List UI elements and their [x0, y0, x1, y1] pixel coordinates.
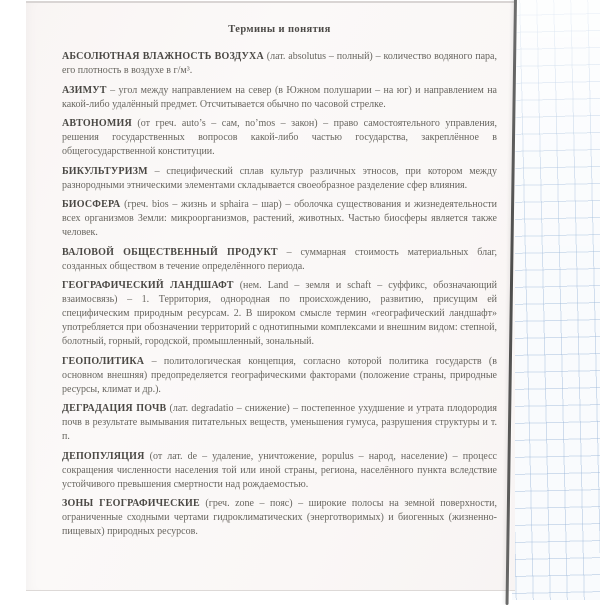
glossary-term: БИКУЛЬТУРИЗМ — [62, 165, 148, 177]
glossary-definition: (от греч. auto’s – сам, no’mos – закон) – право самостоятельного управления, решения государственных вопросов какой-либо частью государства, закреплённое в общегосударственной конституции. — [62, 118, 497, 157]
grid-notebook-paper — [512, 0, 600, 600]
glossary-page — [26, 1, 515, 591]
grid-top-fade — [512, 0, 600, 600]
glossary-entry — [62, 402, 497, 444]
page-title: Термины и понятия — [228, 24, 331, 35]
glossary-definition: – политологическая концепция, согласно которой политика государств (в основном внешняя) предопределяется географическими факторами (положение страны, природные ресурсы, климат и др.). — [62, 355, 497, 395]
page-content — [26, 3, 515, 539]
glossary-entry — [62, 355, 497, 397]
glossary-term: ГЕОГРАФИЧЕСКИЙ ЛАНДШАФТ — [62, 280, 234, 291]
glossary-term: АЗИМУТ — [62, 84, 107, 96]
glossary-definition: – суммарная стоимость материальных благ, созданных обществом в течение определённого периода. — [62, 246, 497, 272]
glossary-term: ДЕПОПУЛЯЦИЯ — [62, 450, 145, 462]
glossary-entry — [62, 50, 497, 78]
glossary-entry — [62, 198, 497, 240]
glossary-entry — [62, 117, 497, 159]
glossary-entry — [62, 450, 497, 492]
glossary-definition: – специфический сплав культур различных этносов, при котором между разнородными этническими элементами складывается своеобразное разделение сфер влияния. — [62, 165, 497, 191]
glossary-entry — [62, 279, 497, 349]
glossary-definition: (от лат. de – удаление, уничтожение, populus – народ, население) – процесс сокращения численности населения той или иной страны, региона, населённого пункта вследствие устойчивого превышения смертности над рождаемостью. — [62, 450, 497, 490]
glossary-entry — [62, 84, 497, 112]
glossary-term: АБСОЛЮТНАЯ ВЛАЖНОСТЬ ВОЗДУХА — [62, 51, 264, 62]
glossary-definition: (лат. degradatio – снижение) – постепенное ухудшение и утрата плодородия почв в результате вымывания питательных веществ, уменьшения гумуса, разрушения структуры и т. п. — [62, 403, 497, 442]
glossary-entry — [62, 497, 497, 539]
glossary-definition: (греч. zone – пояс) – широкие полосы на земной поверхности, ограниченные сходными чертами гидроклиматических (энерготворимых) и биогенных (жизненно-пищевых) природных ресурсов. — [62, 498, 497, 537]
glossary-definition: (греч. bios – жизнь и sphaira – шар) – оболочка существования и жизнедеятельности всех организмов Земли: микроорганизмов, растений, животных. Частью биосферы является также человек. — [62, 199, 497, 238]
glossary-term: ГЕОПОЛИТИКА — [62, 355, 145, 367]
glossary-term: ВАЛОВОЙ ОБЩЕСТВЕННЫЙ ПРОДУКТ — [62, 246, 278, 258]
glossary-definition: (лат. absolutus – полный) – количество водяного пара, его плотность в воздухе в г/м³. — [62, 51, 497, 76]
glossary-entry — [62, 246, 497, 274]
glossary-term: ЗОНЫ ГЕОГРАФИЧЕСКИЕ — [62, 498, 200, 509]
glossary-term: ДЕГРАДАЦИЯ ПОЧВ — [62, 403, 167, 414]
glossary-definition: – угол между направлением на север (в Южном полушарии – на юг) и направлением на какой-либо удалённый предмет. Отсчитывается обычно по часовой стрелке. — [62, 84, 497, 110]
glossary-entry — [62, 165, 497, 193]
glossary-term: АВТОНОМИЯ — [62, 118, 132, 129]
glossary-term: БИОСФЕРА — [62, 199, 121, 210]
glossary-definition: (нем. Land – земля и schaft – суффикс, обозначающий взаимосвязь) – 1. Территория, однородная по происхождению, развитию, присущим ей специфическим природным ресурсам. 2. В широком смысле термин «географический ландшафт» употребляется при обозначении территорий с однотипными комплексами и внешним видом: степной, болотный, горный, городской, промышленный, зональный. — [62, 280, 497, 347]
